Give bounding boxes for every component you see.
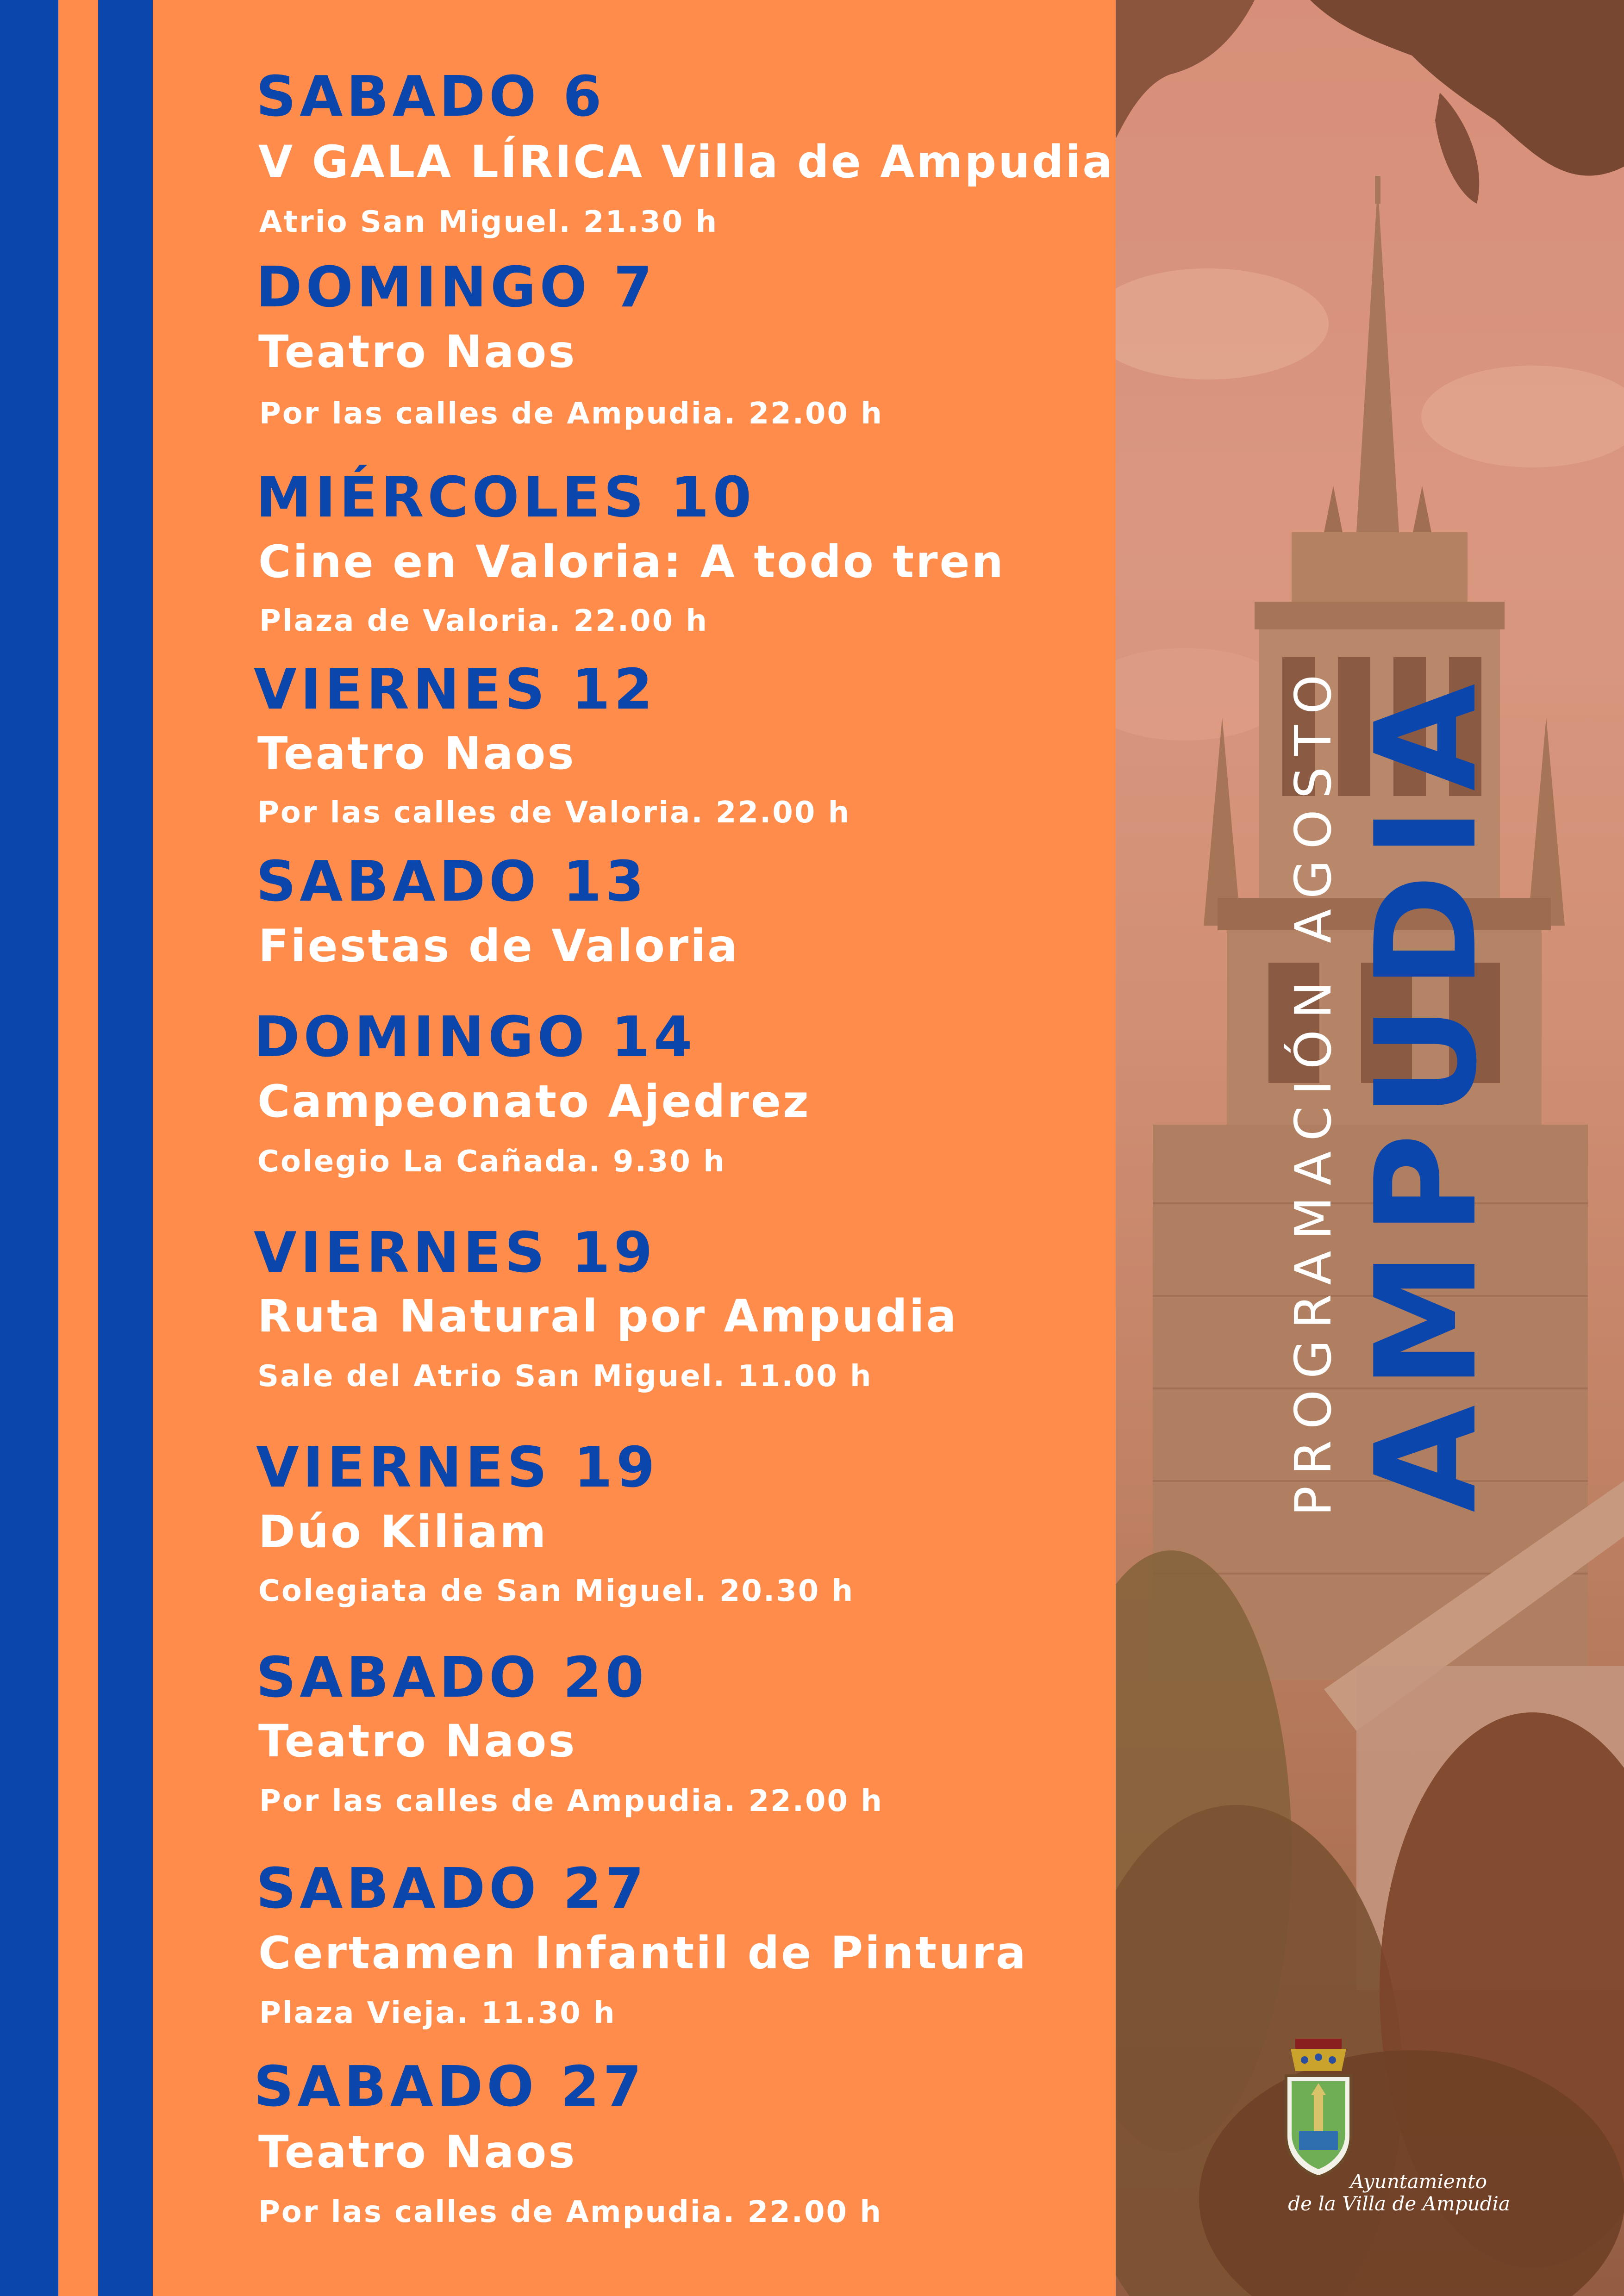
event-detail: Sale del Atrio San Miguel. 11.00 h xyxy=(257,1359,873,1394)
event-day: SABADO 6 xyxy=(256,65,606,129)
event-detail: Por las calles de Ampudia. 22.00 h xyxy=(258,2195,882,2229)
event-title: Teatro Naos xyxy=(258,2126,577,2178)
event-detail: Por las calles de Valoria. 22.00 h xyxy=(257,796,851,830)
event-title: Certamen Infantil de Pintura xyxy=(258,1927,1028,1979)
event-day: SABADO 13 xyxy=(256,850,648,914)
event-title: Teatro Naos xyxy=(258,326,577,378)
event-title: Ruta Natural por Ampudia xyxy=(257,1290,958,1342)
event-day: VIERNES 19 xyxy=(256,1436,659,1500)
event-day: SABADO 27 xyxy=(256,1857,648,1921)
event-day: SABADO 27 xyxy=(254,2055,646,2119)
logo-line-2: de la Villa de Ampudia xyxy=(1288,2192,1510,2215)
event-title: Teatro Naos xyxy=(257,728,576,779)
logo-line-1: Ayuntamiento xyxy=(1350,2170,1487,2193)
event-detail: Atrio San Miguel. 21.30 h xyxy=(259,205,718,239)
event-day: MIÉRCOLES 10 xyxy=(256,466,756,530)
event-detail: Por las calles de Ampudia. 22.00 h xyxy=(259,1784,883,1818)
town-council-logo-text xyxy=(1279,2171,1510,2215)
event-day: VIERNES 19 xyxy=(254,1221,656,1285)
event-detail: Colegio La Cañada. 9.30 h xyxy=(257,1145,726,1179)
event-day: VIERNES 12 xyxy=(254,658,656,722)
event-day: DOMINGO 7 xyxy=(256,255,656,320)
event-title: Fiestas de Valoria xyxy=(258,920,739,972)
event-detail: Plaza de Valoria. 22.00 h xyxy=(259,604,708,638)
event-title: Campeonato Ajedrez xyxy=(257,1076,811,1127)
event-title: Cine en Valoria: A todo tren xyxy=(258,536,1005,588)
event-detail: Colegiata de San Miguel. 20.30 h xyxy=(258,1574,855,1608)
event-day: SABADO 20 xyxy=(256,1646,648,1710)
event-detail: Por las calles de Ampudia. 22.00 h xyxy=(259,397,883,431)
event-title: Teatro Naos xyxy=(258,1715,577,1767)
event-detail: Plaza Vieja. 11.30 h xyxy=(259,1996,616,2030)
poster-subtitle: PROGRAMACIÓN AGOSTO xyxy=(1285,663,1343,1517)
coat-of-arms-icon xyxy=(1277,2039,1360,2178)
event-title: Dúo Kiliam xyxy=(258,1506,548,1558)
vertical-title-block xyxy=(1260,632,1507,1548)
event-day: DOMINGO 14 xyxy=(254,1005,696,1070)
event-title: V GALA LÍRICA Villa de Ampudia xyxy=(258,136,1114,188)
poster-title: AMPUDIA xyxy=(1346,667,1507,1512)
